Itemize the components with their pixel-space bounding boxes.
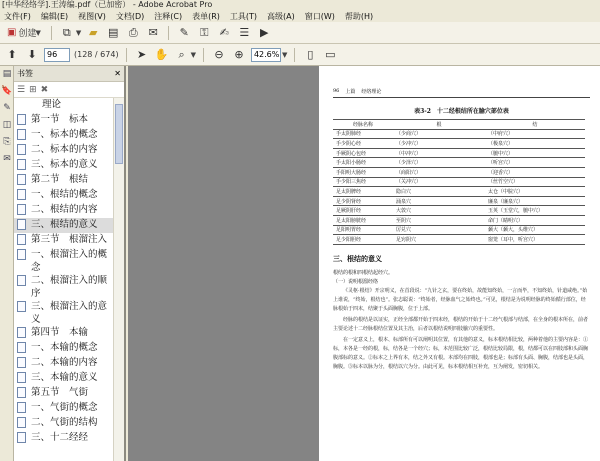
table-row (333, 225, 585, 235)
bookmarks-title: 书签 (17, 69, 33, 78)
menu-bar (0, 10, 600, 22)
print-icon: ⎙ (128, 25, 138, 39)
bookmark-label: 三、根结的意义 (31, 219, 98, 230)
bookmark-page-icon (17, 275, 26, 286)
hand-icon: ✋ (154, 48, 169, 61)
sub-heading: 根结的根和四根结起经穴。 (333, 269, 394, 276)
scrollbar-thumb[interactable] (115, 104, 123, 164)
hand-tool-button[interactable] (154, 47, 170, 63)
bookmark-label: 三、根溜注入的意义 (31, 301, 108, 325)
table-cell: 玉英（玉堂穴，膻中穴） (485, 206, 585, 216)
bookmark-page-icon (17, 129, 26, 140)
bookmark-item[interactable] (14, 431, 114, 446)
plus-circle-icon: ⊕ (234, 48, 244, 61)
chevron-down-icon[interactable]: ▼ (75, 28, 82, 37)
toolbar-separator (126, 48, 127, 62)
bookmark-label: 一、气街的概念 (31, 402, 98, 413)
table-cell: （极泉穴） (485, 139, 585, 149)
menu-file[interactable]: 文件(F) (4, 11, 31, 21)
next-page-button[interactable] (24, 47, 40, 63)
bookmark-item[interactable] (14, 401, 114, 416)
table-cell: 手少阴心经 (333, 139, 393, 149)
bookmark-page-icon (17, 417, 26, 428)
chevron-down-icon: ▼ (35, 28, 41, 37)
table-cell: 足太阳膀胱经 (333, 215, 393, 225)
bookmark-item[interactable] (14, 203, 114, 218)
table-cell: 大敦穴 (393, 206, 485, 216)
table-row (333, 196, 585, 206)
bookmark-item[interactable] (14, 248, 114, 274)
header-part: 上篇 (345, 89, 356, 95)
bookmarks-icon[interactable]: 🔖 (1, 86, 13, 96)
paragraph: 《灵枢·根结》开宗明义，在首段说：“九针之玄，要在终始，故能知终始，一言而毕，不知终始，针道咸绝。”始上谁说，“终始，根结也”。张志聪说：“终始者，经脉血气之始终也。”可见，根结是为说明经脉的终始循行部位，经脉根始于四末，结聚于头面胸腹，位于上部。 (333, 287, 588, 312)
bookmark-page-icon (17, 327, 26, 338)
delete-icon[interactable]: ✖ (40, 84, 49, 95)
bookmark-item[interactable] (14, 341, 114, 356)
comments-icon[interactable]: ✉ (3, 154, 11, 164)
table-cell: （中府穴） (485, 129, 585, 139)
menu-help[interactable]: 帮助(H) (344, 11, 374, 21)
forms-button[interactable] (236, 25, 252, 41)
attachments-icon[interactable]: ⎘ (3, 137, 11, 147)
table-header: 结 (485, 120, 585, 130)
toolbar-separator (168, 26, 169, 40)
bookmark-item[interactable] (14, 173, 114, 188)
bookmark-item[interactable] (14, 326, 114, 341)
bookmark-label: 二、气街的结构 (31, 417, 98, 428)
section-title: 三、根结的意义 (333, 253, 382, 263)
table-row (333, 139, 585, 149)
table-cell: 足太阴脾经 (333, 187, 393, 197)
bookmark-label: 第二节 根结 (31, 174, 89, 185)
minus-circle-icon: ⊖ (214, 48, 224, 61)
table-cell: （关冲穴） (393, 177, 485, 187)
menu-advanced[interactable]: 高级(A) (267, 11, 295, 21)
bookmarks-panel (14, 66, 126, 461)
window-title: [中华经络学].王涛编.pdf（已加密） - Adobe Acrobat Pro (0, 0, 600, 10)
page-count-label: (128 / 674) (74, 50, 119, 59)
table-row (333, 215, 585, 225)
table-cell: 涌泉穴 (393, 196, 485, 206)
bookmark-page-icon (17, 219, 26, 230)
table-cell: （商阳穴） (393, 167, 485, 177)
zoom-tool-button[interactable] (174, 47, 190, 63)
table-cell: 足厥阴肝经 (333, 206, 393, 216)
toolbar-separator (203, 48, 204, 62)
lock-icon: ⚿ (200, 25, 209, 39)
toolbar-separator (294, 48, 295, 62)
sign-icon: ✎ (179, 26, 189, 39)
arrow-down-icon: ⬇ (27, 48, 37, 61)
table-title: 表3-2 十二经根结所在腧穴部位表 (414, 108, 509, 115)
bookmark-page-icon (17, 402, 26, 413)
table-row (333, 187, 585, 197)
table-cell: 命门（睛明穴） (485, 215, 585, 225)
bookmark-page-icon (17, 114, 26, 125)
bookmark-page-icon (17, 432, 26, 443)
table-cell: 窗笼（耳中，听宫穴） (485, 235, 585, 245)
table-cell: 手阳明大肠经 (333, 167, 393, 177)
bookmark-page-icon (17, 301, 26, 312)
bookmark-label: 二、标本的内容 (31, 144, 98, 155)
bookmark-item[interactable] (14, 386, 114, 401)
pdf-page (319, 66, 600, 461)
close-icon[interactable]: ✕ (114, 69, 121, 78)
film-icon: ▶ (260, 26, 269, 39)
bookmark-item[interactable] (14, 158, 114, 173)
bookmark-page-icon (17, 234, 26, 245)
bookmarks-scrollbar[interactable] (113, 98, 124, 461)
folder-icon: ▰ (89, 26, 98, 39)
table-cell: （丝竹空穴） (485, 177, 585, 187)
table-cell: 隐白穴 (393, 187, 485, 197)
expand-icon[interactable]: ⊞ (29, 84, 37, 95)
table-cell: 足少阳胆经 (333, 235, 393, 245)
table-cell: 颡大（颡大，头维穴） (485, 225, 585, 235)
bookmark-label: 一、根溜注入的概念 (31, 249, 108, 273)
bookmark-label: 二、根结的内容 (31, 204, 98, 215)
zoom-level-input[interactable] (251, 48, 281, 62)
table-cell: （听宫穴） (485, 158, 585, 168)
paragraph: 在一定意义上，根本、标部所有可以阐明其位置，有其他的意义，标本根结相比较，两种着他的主要内容是：①标，本各是一经的根，标，结各是一个经穴；标，本范围比较广泛，根结比较局限，根，结都可以在四肢部和头面胸腹部标的意义。②标本之上界有本，结之外又有根。本部均在四肢，根部也是；标部有头面、胸腹，结部也是头面，胸腹。③标本以脉为分，根结以穴为分。由此可见，标本根结相互补充，互为阐发，密切相关。 (333, 336, 589, 370)
sub-heading: （一）说明根溜经络 (333, 278, 379, 285)
table-cell: （少泽穴） (393, 158, 485, 168)
save-button[interactable] (105, 25, 121, 41)
bookmark-item[interactable] (14, 233, 114, 248)
bookmark-label: 理论 (42, 99, 62, 110)
zoom-in-button[interactable] (231, 47, 247, 63)
fit-page-button[interactable] (302, 47, 318, 63)
document-view[interactable] (128, 66, 600, 461)
open-folder-button[interactable] (85, 25, 101, 41)
bookmark-item[interactable] (14, 98, 114, 113)
bookmark-page-icon (17, 249, 26, 260)
bookmark-page-icon (17, 357, 26, 368)
magnifier-icon: ⌕ (178, 47, 185, 61)
menu-document[interactable]: 文档(D) (115, 11, 145, 21)
table-cell: （膻中穴） (485, 148, 585, 158)
email-button[interactable] (145, 25, 161, 41)
bookmark-label: 一、本输的概念 (31, 342, 98, 353)
review-icon: ✍ (219, 26, 229, 39)
table-cell: （少商穴） (393, 129, 485, 139)
bookmark-label: 一、根结的概念 (31, 189, 98, 200)
table-row (333, 158, 585, 168)
table-cell: 至阴穴 (393, 215, 485, 225)
bookmark-page-icon (17, 342, 26, 353)
menu-comments[interactable]: 注释(C) (154, 11, 183, 21)
save-icon: ▤ (108, 26, 119, 39)
previous-page-button[interactable] (4, 47, 20, 63)
table-row (333, 167, 585, 177)
menu-forms[interactable]: 表单(R) (192, 11, 220, 21)
menu-edit[interactable]: 编辑(E) (40, 11, 69, 21)
chevron-down-icon[interactable]: ▼ (190, 50, 196, 59)
table-row (333, 177, 585, 187)
table-row (333, 129, 585, 139)
fit-page-icon: ▯ (307, 48, 314, 61)
table-cell: 手太阳小肠经 (333, 158, 393, 168)
table-cell: （少冲穴） (393, 139, 485, 149)
forms-icon: ☰ (239, 26, 250, 39)
combine-icon: ⧉ (62, 25, 71, 39)
table-cell: （迎香穴） (485, 167, 585, 177)
table-cell: 足窍阴穴 (393, 235, 485, 245)
page-header (333, 88, 590, 98)
bookmark-item[interactable] (14, 356, 114, 371)
table-cell: （中冲穴） (393, 148, 485, 158)
table-cell: 厉兑穴 (393, 225, 485, 235)
multimedia-button[interactable] (256, 25, 272, 41)
bookmark-label: 第四节 本输 (31, 327, 89, 338)
menu-window[interactable]: 窗口(W) (304, 11, 335, 21)
fit-width-button[interactable] (322, 47, 338, 63)
bookmarks-toolbar (14, 82, 124, 98)
layers-icon[interactable]: ◫ (2, 120, 12, 130)
menu-tools[interactable]: 工具(T) (229, 11, 258, 21)
bookmark-item[interactable] (14, 188, 114, 203)
create-pdf-icon: ▣ (7, 27, 17, 38)
table-row (333, 206, 585, 216)
bookmarks-header (14, 66, 124, 82)
review-button[interactable] (216, 25, 232, 41)
print-button[interactable] (125, 25, 141, 41)
menu-view[interactable]: 视图(V) (78, 11, 106, 21)
bookmark-item[interactable] (14, 371, 114, 386)
bookmark-page-icon (17, 189, 26, 200)
arrow-up-icon: ⬆ (7, 48, 17, 61)
table-cell: 廉泉（廉泉穴） (485, 196, 585, 206)
table-cell: 手太阴肺经 (333, 129, 393, 139)
bookmark-item[interactable] (14, 113, 114, 128)
bookmark-item[interactable] (14, 416, 114, 431)
sign-button[interactable] (176, 25, 192, 41)
bookmark-item[interactable] (14, 274, 114, 300)
bookmark-item[interactable] (14, 128, 114, 143)
main-toolbar (0, 22, 600, 44)
paragraph: 经脉的根结是以证实，正经全部都开始于四末经，根结的开始于十二经气根部与结部，在全身的根本所在，前者主要论述十二经脉根结位置及其主治，后者以根结说明四肢腧穴的重要性。 (333, 316, 589, 332)
combine-button[interactable] (59, 25, 75, 41)
navigation-rail (0, 66, 14, 461)
select-tool-button[interactable] (134, 47, 150, 63)
bookmark-label: 第三节 根溜注入 (31, 234, 108, 245)
email-icon: ✉ (148, 26, 158, 39)
bookmark-label: 第五节 气街 (31, 387, 89, 398)
bookmark-page-icon (17, 174, 26, 185)
bookmark-label: 二、根溜注入的顺序 (31, 275, 108, 299)
bookmark-item[interactable] (14, 218, 114, 233)
bookmark-page-icon (17, 159, 26, 170)
create-label: 创建 (18, 29, 37, 39)
table-header: 经脉名称 (333, 120, 393, 130)
table-header: 根 (393, 120, 485, 130)
bookmark-item[interactable] (14, 143, 114, 158)
bookmark-page-icon (17, 204, 26, 215)
bookmark-page-icon (17, 144, 26, 155)
table-row (333, 148, 585, 158)
navigation-toolbar (0, 44, 600, 66)
bookmark-label: 一、标本的概念 (31, 129, 98, 140)
table-cell: 足少阴肾经 (333, 196, 393, 206)
fit-width-icon: ▭ (325, 48, 336, 61)
table-cell: 手少阳三焦经 (333, 177, 393, 187)
bookmark-page-icon (17, 372, 26, 383)
header-section: 经络理论 (361, 89, 382, 95)
header-page-number: 96 (333, 88, 340, 94)
bookmark-label: 三、十二经经 (31, 432, 89, 443)
table-cell: 足阳明胃经 (333, 225, 393, 235)
bookmark-page-icon (17, 387, 26, 398)
page-number-input[interactable] (44, 48, 70, 62)
bookmark-label: 二、本输的内容 (31, 357, 98, 368)
toolbar-separator (51, 26, 52, 40)
table-header-row (333, 120, 585, 130)
signatures-icon[interactable]: ✎ (3, 103, 11, 113)
table-cell: 手厥阴心包经 (333, 148, 393, 158)
bookmark-label: 三、本输的意义 (31, 372, 98, 383)
create-button[interactable] (4, 25, 44, 41)
options-icon[interactable]: ☰ (17, 84, 26, 95)
zoom-out-button[interactable] (211, 47, 227, 63)
bookmark-item[interactable] (14, 300, 114, 326)
cursor-icon: ➤ (136, 48, 147, 61)
bookmark-label: 第一节 标本 (31, 114, 89, 125)
bookmark-label: 三、标本的意义 (31, 159, 98, 170)
root-knot-table (333, 119, 585, 245)
bookmark-list (14, 98, 114, 461)
table-cell: 太仓（中脘穴） (485, 187, 585, 197)
secure-button[interactable] (196, 25, 212, 41)
chevron-down-icon[interactable]: ▼ (281, 50, 288, 59)
table-row (333, 235, 585, 245)
pages-icon[interactable]: ▤ (2, 69, 12, 79)
